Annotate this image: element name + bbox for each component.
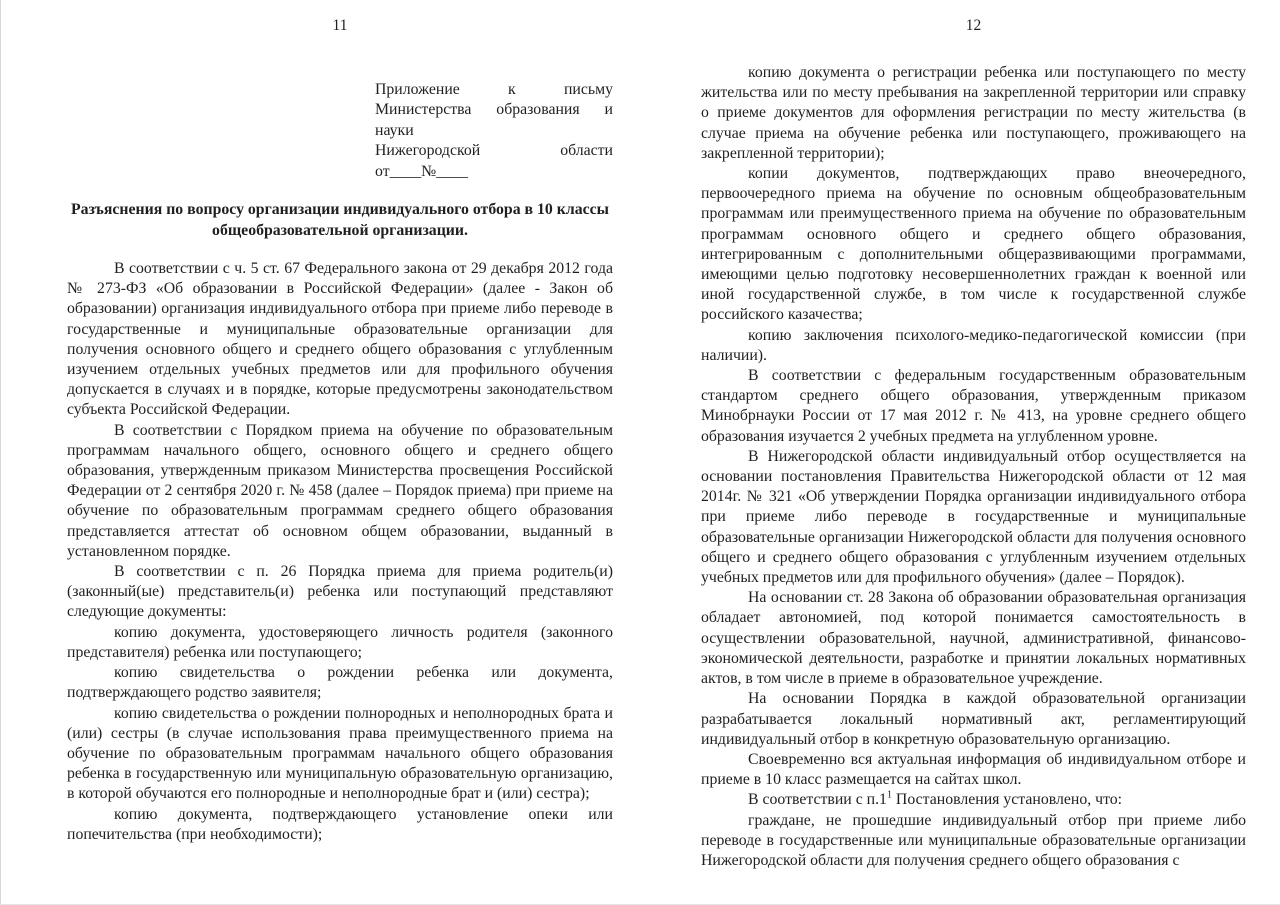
page-11-body xyxy=(67,259,613,845)
paragraph: В соответствии с федеральным государственным образовательным стандартом среднего общего образования, утвержденным приказом Минобрнауки России от 17 мая 2012 г. № 413, на уровне среднего общего образования изучается 2 учебных предмета на углубленном уровне. xyxy=(701,367,1246,445)
paragraph-list-item: копию заключения психолого-медико-педагогической комиссии (при наличии). xyxy=(701,326,1246,364)
footnote-paragraph-pre: В соответствии с п.1 xyxy=(748,791,887,809)
paragraph: На основании Порядка в каждой образовательной организации разрабатывается локальный нормативный акт, регламентирующий индивидуальный отбор в конкретную образовательную организацию. xyxy=(701,690,1246,748)
paragraph: В Нижегородской области индивидуальный отбор осуществляется на основании постановления Правительства Нижегородской области от 12 мая 2014г. № 321 «Об утверждении Порядка организации индивидуального отбора при приеме либо переводе в государственные и муниципальные образовательные организации Нижегородской области для получения основного общего и среднего общего образования с углубленным изучением отдельных учебных предметов или для профильного обучения» (далее – Порядок). xyxy=(701,447,1246,587)
paragraph: В соответствии с ч. 5 ст. 67 Федерального закона от 29 декабря 2012 года № 273-ФЗ «Об образовании в Российской Федерации» (далее - Закон об образовании) организация индивидуального отбора при приеме либо переводе в государственные и муниципальные образовательные организации для получения основного общего и среднего общего образования с углубленным изучением отдельных учебных предметов или для профильного обучения допускается в случаях и в порядке, которые предусмотрены законодательством субъекта Российской Федерации. xyxy=(67,260,613,419)
footnote-paragraph-post: Постановления установлено, что: xyxy=(891,791,1123,809)
paragraph-list-item: копию свидетельства о рождении полнородных и неполнородных брата и (или) сестры (в случае использования права преимущественного приема на обучение по образовательным программам начального общего образования ребенка в государственную или муниципальную образовательную организацию, в которой обучаются его полнородные и неполнородные брат и (или) сестра); xyxy=(67,704,613,803)
paragraph-list-item: копию документа, подтверждающего установление опеки или попечительства (при необходимости); xyxy=(67,805,613,843)
appendix-line-date-number: от____№____ xyxy=(375,162,468,180)
paragraph-list-item: копию документа о регистрации ребенка или поступающего по месту жительства или по месту пребывания на закрепленной территории или справку о приеме документов для оформления регистрации по месту жительства (в случае приема на обучение ребенка или поступающего, проживающего на закрепленной территории); xyxy=(701,64,1246,162)
appendix-line: Министерства образования и науки xyxy=(375,101,613,139)
page-12-number: 12 xyxy=(965,17,982,34)
page-11 xyxy=(67,0,613,845)
paragraph-list-item: копию свидетельства о рождении ребенка или документа, подтверждающего родство заявителя; xyxy=(67,664,613,702)
document-title xyxy=(67,199,613,241)
paragraph-list-item: копии документов, подтверждающих право внеочередного, первоочередного приема на обучение по основным общеобразовательным программам или преимущественного приема на обучение по образовательным программам основного общего и среднего общего образования, интегрированным с дополнительными общеразвивающими программами, имеющими целью подготовку несовершеннолетних граждан к военной или иной государственной службе, в том числе к государственной службе российского казачества; xyxy=(701,165,1246,324)
appendix-line: Нижегородской области xyxy=(375,142,613,160)
paragraph: В соответствии с Порядком приема на обучение по образовательным программам начального общего, основного общего и среднего общего образования, утвержденным приказом Министерства просвещения Российской Федерации от 2 сентября 2020 г. № 458 (далее – Порядок приема) при приеме на обучение по образовательным программам среднего общего образования представляется аттестат об основном общем образовании, выданный в установленном порядке. xyxy=(67,421,613,560)
page-11-number: 11 xyxy=(332,17,348,34)
paragraph: Своевременно вся актуальная информация об индивидуальном отборе и приеме в 10 класс размещается на сайтах школ. xyxy=(701,750,1246,789)
appendix-line: Приложение к письму xyxy=(375,81,613,98)
paragraph-with-footnote-ref xyxy=(701,790,1246,810)
paragraph-list-item: копию документа, удостоверяющего личность родителя (законного представителя) ребенка или поступающего; xyxy=(67,623,613,661)
paragraph: На основании ст. 28 Закона об образовании образовательная организация обладает автономией, под которой понимается самостоятельность в осуществлении образовательной, научной, административной, финансово-экономической деятельности, разработке и принятии локальных нормативных актов, в том числе в приеме в образовательное учреждение. xyxy=(701,589,1246,688)
paragraph: граждане, не прошедшие индивидуальный отбор при приеме либо переводе в государственные или муниципальные образовательные организации Нижегородской области для получения среднего общего образования с xyxy=(701,811,1246,869)
document-title-line: Разъяснения по вопросу организации индивидуального отбора в 10 классы xyxy=(71,201,609,219)
page-12 xyxy=(701,0,1246,871)
appendix-block xyxy=(375,80,613,182)
document-title-line: общеобразовательной организации. xyxy=(212,222,468,240)
page-12-body xyxy=(701,63,1246,871)
paragraph: В соответствии с п. 26 Порядка приема для приема родитель(и) (законный(ые) представитель(и) ребенка или поступающий представляют следующие документы: xyxy=(67,563,613,621)
footnote-reference: 1 xyxy=(886,790,892,802)
